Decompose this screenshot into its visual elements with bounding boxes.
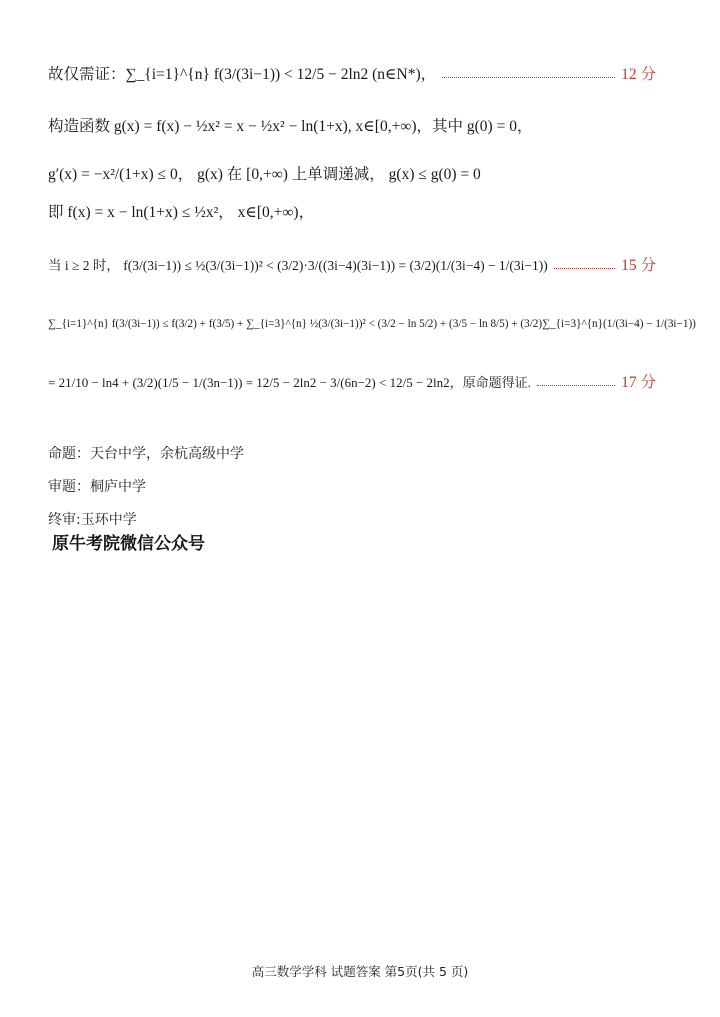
- solution-line-1: [48, 62, 656, 84]
- dot-leader: [537, 385, 615, 386]
- solution-line-3: [48, 162, 656, 184]
- math-text: 即 f(x) = x − ln(1+x) ≤ ½x²， x∈[0,+∞)，: [48, 204, 315, 221]
- math-text: 当 i ≥ 2 时， f(3/(3i−1)) ≤ ½(3/(3i−1))² < (3/2)·3/((3i−4)(3i−1)) = (3/2)(1/(3i−4) − 1/(3i−1)): [48, 258, 548, 273]
- solution-line-4: [48, 200, 656, 222]
- math-text: = 21/10 − ln4 + (3/2)(1/5 − 1/(3n−1)) = 12/5 − 2ln2 − 3/(6n−2) < 12/5 − 2ln2，原命题得证.: [48, 374, 531, 390]
- score-label: 15 分: [621, 257, 656, 274]
- page-footer: 高三数学学科 试题答案 第5页(共 5 页): [251, 964, 469, 979]
- reviewer-credit: 审题：桐庐中学: [48, 479, 146, 495]
- math-text: ∑_{i=1}^{n} f(3/(3i−1)) ≤ f(3/2) + f(3/5) + ∑_{i=3}^{n} ½(3/(3i−1))² < (3/2 − ln 5/2) + (3/5 − ln 8/5) + (3/2)∑_{i=3}^{n}(1/(3i−4) − 1/(3i−1)): [48, 318, 696, 330]
- proposer-credit: 命题：天台中学，余杭高级中学: [48, 446, 244, 462]
- solution-line-6: [48, 318, 696, 330]
- dot-leader: [554, 268, 615, 269]
- math-text: g′(x) = −x²/(1+x) ≤ 0， g(x) 在 [0,+∞) 上单调递减， g(x) ≤ g(0) = 0: [48, 166, 481, 183]
- solution-line-5: [48, 253, 656, 275]
- dot-leader: [442, 77, 615, 78]
- math-text: 故仅需证：∑_{i=1}^{n} f(3/(3i−1)) < 12/5 − 2ln2 (n∈N*)，: [48, 66, 437, 83]
- wechat-brand-text: 原牛考院微信公众号: [52, 534, 205, 554]
- score-label: 17 分: [621, 374, 656, 391]
- final-reviewer-credit: 终审:玉环中学: [48, 512, 137, 528]
- math-text: 构造函数 g(x) = f(x) − ½x² = x − ½x² − ln(1+x), x∈[0,+∞)，其中 g(0) = 0，: [48, 118, 533, 135]
- solution-line-7: [48, 370, 656, 392]
- score-label: 12 分: [621, 66, 656, 83]
- solution-line-2: [48, 114, 656, 136]
